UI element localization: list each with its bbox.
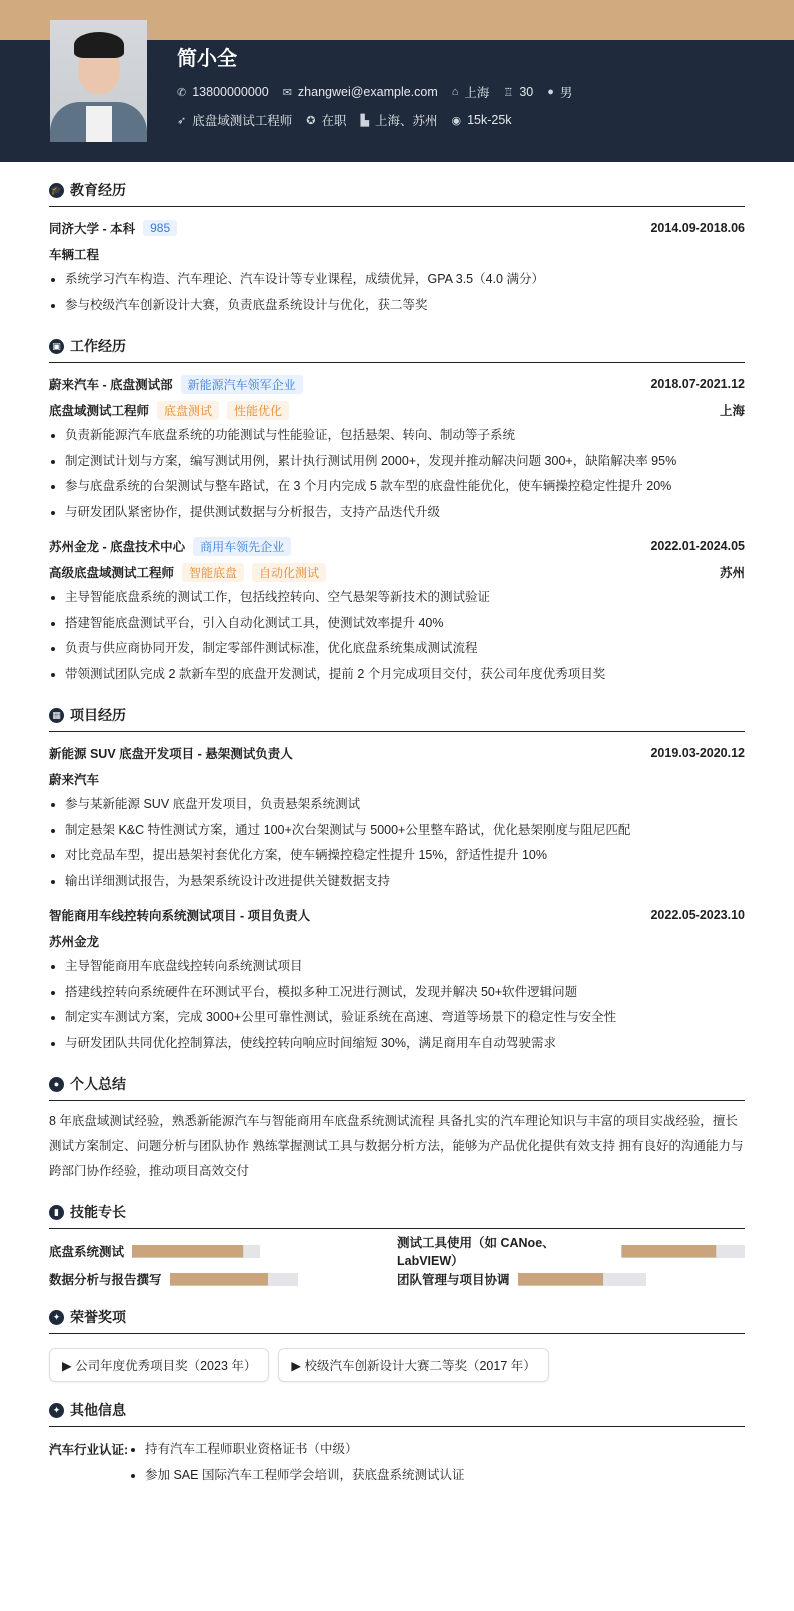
awards-section: [49, 1307, 745, 1382]
list-item: 搭建线控转向系统硬件在环测试平台，模拟多种工况进行测试，发现并解决 50+软件逻辑问题: [49, 980, 745, 1006]
role-tag: 底盘测试: [157, 401, 219, 420]
skill-name: 团队管理与项目协调: [397, 1273, 510, 1287]
project-name: 智能商用车线控转向系统测试项目 - 项目负责人: [49, 909, 311, 923]
skill-bar: [518, 1273, 646, 1286]
date: 2022.01-2024.05: [650, 539, 745, 553]
job-intent-row: [177, 111, 512, 129]
briefcase-icon: ▣: [49, 339, 64, 354]
section-title: 其他信息: [70, 1402, 126, 1418]
list-item: 主导智能底盘系统的测试工作，包括线控转向、空气悬架等新技术的测试验证: [49, 585, 745, 611]
award-text: 校级汽车创新设计大赛二等奖（2017 年）: [304, 1359, 536, 1373]
section-title: 教育经历: [70, 182, 126, 198]
skill-bar: [621, 1245, 745, 1258]
chart-icon: ▮: [49, 1205, 64, 1220]
list-item: 制定悬架 K&C 特性测试方案，通过 100+次台架测试与 5000+公里整车路试，优化悬架刚度与阻尼匹配: [49, 818, 745, 844]
info-icon: ✦: [49, 1403, 64, 1418]
phone-icon: ✆: [177, 86, 187, 99]
date: 2018.07-2021.12: [650, 377, 745, 391]
age: 30: [519, 85, 534, 99]
list-item: 负责新能源汽车底盘系统的功能测试与性能验证，包括悬架、转向、制动等子系统: [49, 423, 745, 449]
role-tag: 智能底盘: [182, 563, 244, 582]
list-item: 参与校级汽车创新设计大赛，负责底盘系统设计与优化，获二等奖: [49, 293, 745, 319]
list-item: 对比竞品车型，提出悬架衬套优化方案，使车辆操控稳定性提升 15%，舒适性提升 10%: [49, 843, 745, 869]
section-title: 个人总结: [70, 1076, 126, 1092]
skill-bar: [132, 1245, 260, 1258]
skill-item: [49, 1241, 397, 1261]
list-item: 参与底盘系统的台架测试与整车路试，在 3 个月内完成 5 款车型的底盘性能优化，使车辆操控稳定性提升 20%: [49, 474, 745, 500]
contact-row: [177, 83, 572, 101]
target-city: 上海、苏州: [374, 114, 438, 128]
profile-header: [0, 40, 794, 162]
summary-section: [49, 1074, 745, 1184]
grid-icon: ▦: [49, 708, 64, 723]
salary-icon: ◉: [451, 114, 462, 127]
company-tag: 新能源汽车领军企业: [181, 375, 303, 394]
building-icon: ▙: [360, 114, 369, 127]
list-item: 与研发团队紧密协作，提供测试数据与分析报告，支持产品迭代升级: [49, 500, 745, 526]
skill-name: 数据分析与报告撰写: [49, 1273, 162, 1287]
list-item: 主导智能商用车底盘线控转向系统测试项目: [49, 954, 745, 980]
skill-item: [397, 1236, 745, 1268]
list-item: 与研发团队共同优化控制算法，使线控转向响应时间缩短 30%，满足商用车自动驾驶需求: [49, 1031, 745, 1057]
user-icon: ●: [49, 1077, 64, 1092]
skill-bar-fill: [621, 1245, 716, 1258]
school: 同济大学 - 本科: [49, 222, 136, 236]
send-icon: ➶: [177, 114, 187, 127]
date: 2019.03-2020.12: [650, 746, 745, 760]
summary-text: 8 年底盘域测试经验，熟悉新能源汽车与智能商用车底盘系统测试流程 具备扎实的汽车理论知识与丰富的项目实战经验，擅长测试方案制定、问题分析与团队协作 熟练掌握测试工具与数据分析方法，能够为产品优化提供有效支持 拥有良好的沟通能力与跨部门协作经验，推动项目高效交付: [49, 1114, 744, 1178]
list-item: 输出详细测试报告，为悬架系统设计改进提供关键数据支持: [49, 869, 745, 895]
cake-icon: ♖: [503, 86, 514, 99]
school-tag: 985: [143, 220, 177, 236]
position: 底盘域测试工程师: [192, 114, 293, 128]
section-title: 技能专长: [70, 1204, 126, 1220]
city: 上海: [464, 86, 490, 100]
project-entry: [49, 740, 745, 894]
role: 底盘域测试工程师: [49, 404, 150, 418]
skill-bar-fill: [518, 1273, 604, 1286]
avatar-photo: [50, 20, 147, 142]
work-entry: [49, 371, 745, 525]
list-item: 持有汽车工程师职业资格证书（中级）: [129, 1437, 464, 1463]
project-name: 新能源 SUV 底盘开发项目 - 悬架测试负责人: [49, 747, 293, 761]
section-title: 项目经历: [70, 707, 126, 723]
project-org: 苏州金龙: [49, 935, 100, 949]
home-icon: ⌂: [451, 86, 459, 98]
skill-name: 测试工具使用（如 CANoe、LabVIEW）: [397, 1236, 555, 1268]
list-item: 制定实车测试方案，完成 3000+公里可靠性测试，验证系统在高速、弯道等场景下的稳定性与安全性: [49, 1005, 745, 1031]
candidate-name: 简小全: [177, 48, 237, 70]
skill-bar-fill: [170, 1273, 268, 1286]
other-key: 汽车行业认证:: [49, 1443, 129, 1457]
projects-section: [49, 705, 745, 1056]
company-tag: 商用车领先企业: [193, 537, 291, 556]
company: 蔚来汽车 - 底盘测试部: [49, 378, 173, 392]
skill-bar-fill: [132, 1245, 243, 1258]
list-item: 负责与供应商协同开发，制定零部件测试标准，优化底盘系统集成测试流程: [49, 636, 745, 662]
role-tag: 性能优化: [227, 401, 289, 420]
work-city: 苏州: [719, 566, 745, 580]
list-item: 制定测试计划与方案，编写测试用例，累计执行测试用例 2000+，发现并推动解决问题 300+，缺陷解决率 95%: [49, 449, 745, 475]
section-title: 工作经历: [70, 338, 126, 354]
award-icon: ✦: [49, 1310, 64, 1325]
work-city: 上海: [719, 404, 745, 418]
status: 在职: [321, 114, 347, 128]
company: 苏州金龙 - 底盘技术中心: [49, 540, 186, 554]
work-section: [49, 336, 745, 687]
skill-item: [49, 1269, 397, 1289]
award-item[interactable]: ▶ 校级汽车创新设计大赛二等奖（2017 年）: [278, 1348, 548, 1382]
project-entry: [49, 902, 745, 1056]
section-title: 荣誉奖项: [70, 1309, 126, 1325]
award-item[interactable]: ▶ 公司年度优秀项目奖（2023 年）: [49, 1348, 269, 1382]
skills-section: [49, 1202, 745, 1289]
work-entry: [49, 533, 745, 687]
mail-icon: ✉: [282, 86, 292, 99]
skill-name: 底盘系统测试: [49, 1245, 125, 1259]
date: 2014.09-2018.06: [650, 221, 745, 235]
role: 高级底盘域测试工程师: [49, 566, 175, 580]
user-icon: ●: [547, 86, 554, 98]
other-section: [49, 1400, 745, 1488]
salary: 15k-25k: [467, 113, 512, 127]
list-item: 系统学习汽车构造、汽车理论、汽车设计等专业课程，成绩优异，GPA 3.5（4.0 满分）: [49, 267, 745, 293]
skill-bar: [170, 1273, 298, 1286]
education-section: [49, 180, 745, 318]
role-tag: 自动化测试: [252, 563, 326, 582]
list-item: 参加 SAE 国际汽车工程师学会培训，获底盘系统测试认证: [129, 1463, 464, 1489]
major: 车辆工程: [49, 248, 100, 262]
list-item: 参与某新能源 SUV 底盘开发项目，负责悬架系统测试: [49, 792, 745, 818]
award-text: 公司年度优秀项目奖（2023 年）: [75, 1359, 257, 1373]
graduation-cap-icon: 🎓: [49, 183, 64, 198]
phone: 13800000000: [192, 85, 269, 99]
skill-item: [397, 1269, 745, 1289]
email[interactable]: zhangwei@example.com: [297, 85, 438, 99]
list-item: 带领测试团队完成 2 款新车型的底盘开发测试，提前 2 个月完成项目交付，获公司年度优秀项目奖: [49, 662, 745, 688]
project-org: 蔚来汽车: [49, 773, 100, 787]
status-icon: ✪: [306, 114, 316, 127]
gender: 男: [559, 86, 573, 100]
list-item: 搭建智能底盘测试平台，引入自动化测试工具，使测试效率提升 40%: [49, 611, 745, 637]
date: 2022.05-2023.10: [650, 908, 745, 922]
